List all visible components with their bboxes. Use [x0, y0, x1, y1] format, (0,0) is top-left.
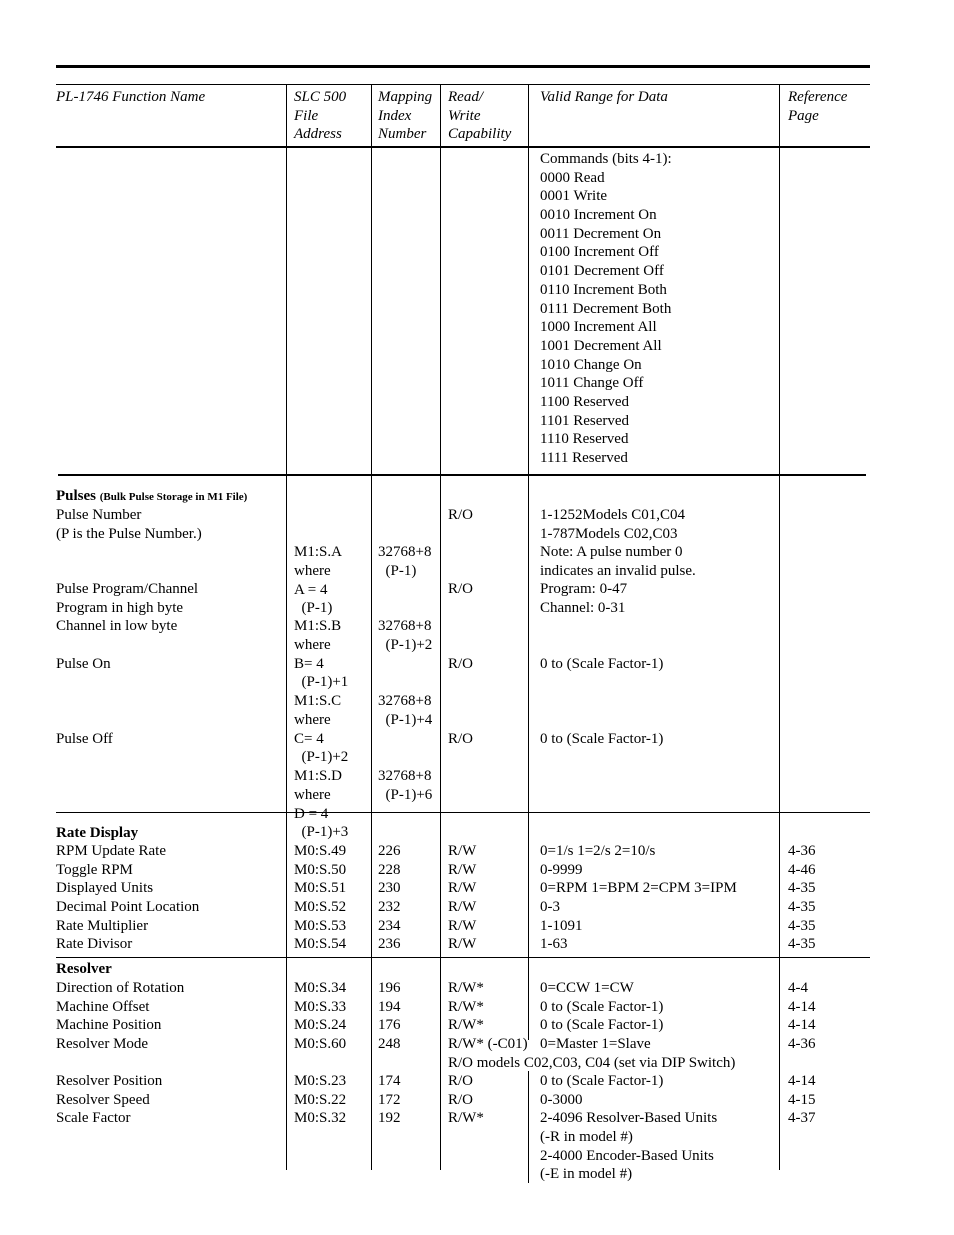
- resolver-ranges: 0=CCW 1=CW 0 to (Scale Factor-1) 0 to (Scale Factor-1) 0=Master 1=Slave: [540, 980, 664, 1053]
- header-reference-page: Reference Page: [788, 89, 848, 124]
- resolver-indexes: 196 194 176 248: [378, 980, 401, 1053]
- resolver-addresses-2: M0:S.23 M0:S.22 M0:S.32: [294, 1073, 347, 1127]
- pulse-program-rw: R/O: [448, 581, 474, 597]
- rate-display-title: Rate Display: [56, 825, 139, 841]
- pulse-on-address: M1:S.C where C= 4 (P-1)+2: [294, 693, 349, 766]
- resolver-addresses: M0:S.34 M0:S.33 M0:S.24 M0:S.60: [294, 980, 347, 1053]
- pulse-program-range: Program: 0-47 Channel: 0-31: [540, 581, 628, 616]
- pulse-off-rw: R/O: [448, 731, 474, 747]
- pulse-number-index: 32768+8 (P-1): [378, 544, 432, 580]
- pulse-off-name: Pulse Off: [56, 731, 113, 747]
- pulse-number-rw: R/O: [448, 507, 474, 523]
- pulse-off-range: 0 to (Scale Factor-1): [540, 731, 664, 747]
- pulse-off-address: M1:S.D where D = 4 (P-1)+3: [294, 768, 349, 841]
- resolver-refs: 4-4 4-14 4-14 4-36: [788, 980, 816, 1053]
- header-valid-range: Valid Range for Data: [540, 89, 668, 105]
- resolver-refs-2: 4-14 4-15 4-37: [788, 1073, 816, 1127]
- commands-bottom-rule: [58, 474, 866, 476]
- rate-names: RPM Update Rate Toggle RPM Displayed Units Decimal Point Location Rate Multiplier Rate Divisor: [56, 843, 200, 953]
- pulses-section-title: Pulses (Bulk Pulse Storage in M1 File): [56, 488, 248, 504]
- col-divider-5: [779, 84, 780, 1170]
- rate-indexes: 226 228 230 232 234 236: [378, 843, 401, 953]
- resolver-rw: R/W* R/W* R/W*: [448, 980, 484, 1034]
- rate-bottom-rule: [56, 957, 870, 958]
- top-rule: [56, 65, 870, 68]
- resolver-rw-2: R/O R/O R/W*: [448, 1073, 484, 1127]
- col-divider-4a: [528, 84, 529, 1040]
- pulse-on-name: Pulse On: [56, 656, 111, 672]
- pulse-off-index: 32768+8 (P-1)+6: [378, 768, 433, 804]
- rate-addresses: M0:S.49 M0:S.50 M0:S.51 M0:S.52 M0:S.53 M0:S.54: [294, 843, 347, 953]
- pulses-bottom-rule: [56, 812, 870, 813]
- resolver-mode-note: R/O models C02,C03, C04 (set via DIP Switch): [448, 1055, 736, 1071]
- col-divider-4b: [528, 1071, 529, 1183]
- header-read-write: Read/ Write Capability: [448, 89, 512, 143]
- pulse-number-address: M1:S.A where A = 4 (P-1): [294, 544, 342, 617]
- header-file-address: SLC 500 File Address: [294, 89, 347, 143]
- header-mapping-index: Mapping Index Number: [378, 89, 433, 143]
- pulse-number-name: Pulse Number (P is the Pulse Number.): [56, 507, 202, 542]
- pulse-program-address: M1:S.B where B= 4 (P-1)+1: [294, 618, 349, 691]
- resolver-title: Resolver: [56, 961, 112, 977]
- pulse-on-rw: R/O: [448, 656, 474, 672]
- pulse-program-name: Pulse Program/Channel Program in high byte Channel in low byte: [56, 581, 199, 635]
- resolver-indexes-2: 174 172 192: [378, 1073, 401, 1127]
- resolver-mode-rw: R/W* (-C01): [448, 1036, 528, 1052]
- resolver-names: Direction of Rotation Machine Offset Machine Position Resolver Mode: [56, 980, 185, 1053]
- resolver-names-2: Resolver Position Resolver Speed Scale Factor: [56, 1073, 163, 1127]
- col-divider-1: [286, 84, 287, 1170]
- header-bottom-rule: [56, 146, 870, 148]
- pulse-program-index: 32768+8 (P-1)+2: [378, 618, 433, 654]
- pulse-number-range: 1-1252Models C01,C04 1-787Models C02,C03 Note: A pulse number 0 indicates an invalid pulse.: [540, 507, 696, 580]
- resolver-ranges-2: 0 to (Scale Factor-1) 0-3000 2-4096 Resolver-Based Units (-R in model #) 2-4000 Encoder-Based Units (-E in model #): [540, 1073, 718, 1183]
- pulse-on-range: 0 to (Scale Factor-1): [540, 656, 664, 672]
- rate-ranges: 0=1/s 1=2/s 2=10/s 0-9999 0=RPM 1=BPM 2=CPM 3=IPM 0-3 1-1091 1-63: [540, 843, 737, 953]
- rate-refs: 4-36 4-46 4-35 4-35 4-35 4-35: [788, 843, 816, 953]
- header-function-name: PL-1746 Function Name: [56, 89, 206, 105]
- pulse-on-index: 32768+8 (P-1)+4: [378, 693, 433, 729]
- col-divider-3: [440, 84, 441, 1170]
- commands-list: Commands (bits 4-1): 0000 Read 0001 Write 0010 Increment On 0011 Decrement On 0100 Increment Off 0101 Decrement Off 0110 Increment Both 0111 Decrement Both 1000 Increment All 1001 Decrement All 1010 Change On 1011 Change Off 1100 Reserved 1101 Reserved 1110 Reserved 1111 Reserved: [540, 151, 672, 466]
- rate-rw: R/W R/W R/W R/W R/W R/W: [448, 843, 477, 953]
- col-divider-2: [371, 84, 372, 1170]
- header-top-rule: [56, 84, 870, 85]
